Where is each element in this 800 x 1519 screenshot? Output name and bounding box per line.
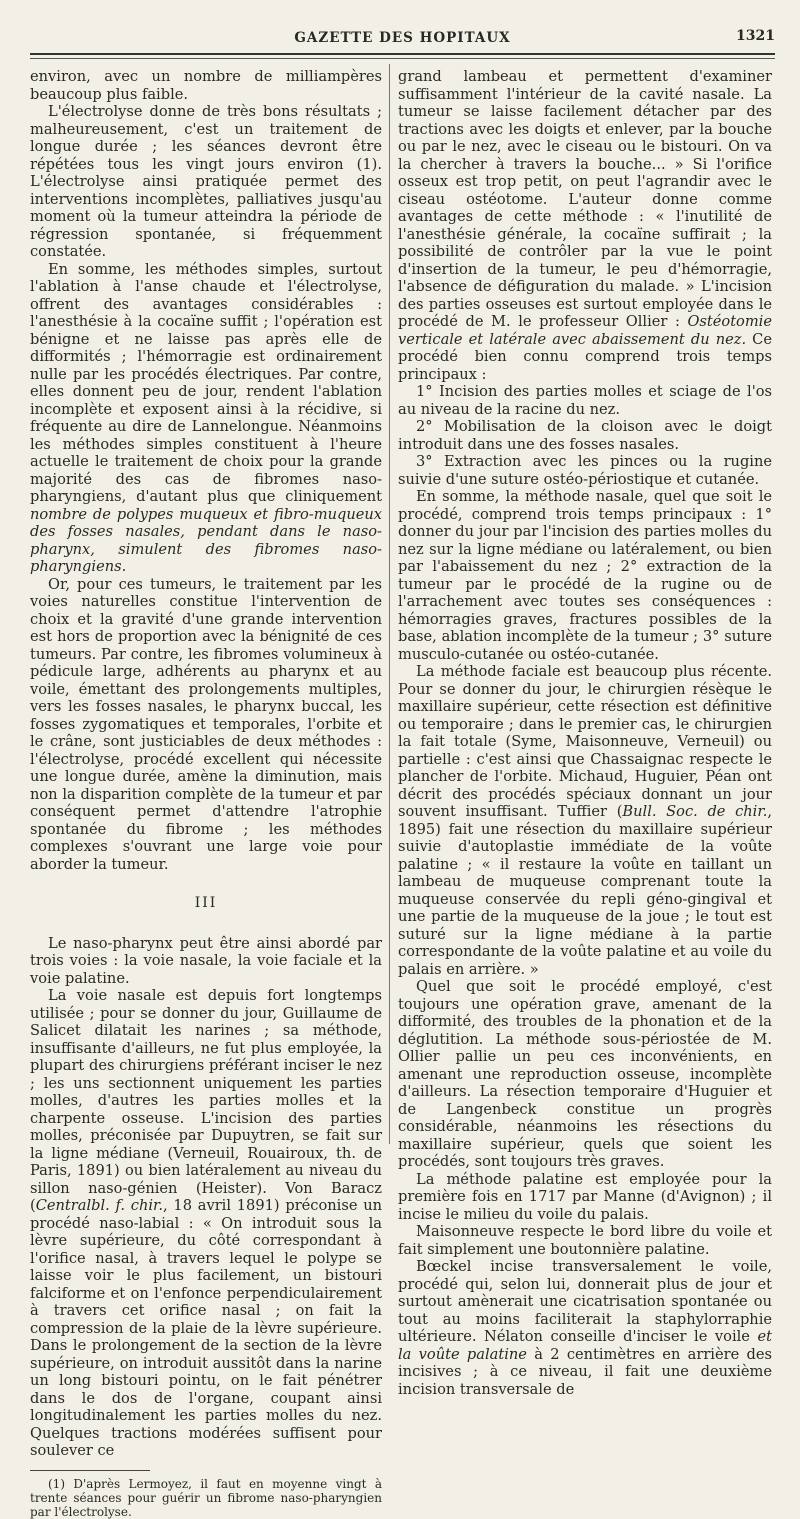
paragraph: Or, pour ces tumeurs, le traitement par les voies naturelles constitue l'intervention de choix et la gravité d'une grande intervention est hors de proportion avec la bénignité de ces tumeurs. Par contre, les fibromes volumineux à pédicule large, adhérents au pharynx et au voile, émettant des prolongements multiples, vers les fosses nasales, le pharynx buccal, les fosses zygomatiques et temporales, l'orbite et le crâne, sont justiciables de deux méthodes : l'électrolyse, procédé excellent qui nécessite une longue durée, amène la diminution, mais non la disparition complète de la tumeur et par conséquent permet d'attendre l'atrophie spontanée du fibrome ; les méthodes complexes s'ouvrant une large voie pour aborder la tumeur. xyxy=(30,575,382,873)
header-rule xyxy=(30,53,775,55)
italic-text: nombre de polypes muqueux et fibro-muqueux des fosses nasales, pendant dans le naso-pharynx, simulent des fibromes naso-pharyngiens. xyxy=(30,505,382,575)
page-header xyxy=(30,26,775,50)
paragraph: En somme, la méthode nasale, quel que soit le procédé, comprend trois temps principaux : 1° donner du jour par l'incision des parties molles du nez sur la ligne médiane ou latéralement, ou bien par l'abaissement du nez ; 2° extraction de la tumeur par le procédé de la rugine ou de l'arrachement avec toutes ses conséquences : hémorragies graves, fractures possibles de la base, ablation incomplète de la tumeur ; 3° suture musculo-cutanée ou ostéo-cutanée. xyxy=(398,488,772,663)
footnote: (1) D'après Lermoyez, il faut en moyenne vingt à trente séances pour guérir un fibrome naso-pharyngien par l'électrolyse. xyxy=(30,1476,382,1519)
text-run: , 18 avril 1891) préconise un procédé naso-labial : « On introduit sous la lèvre supérieure, du côté correspondant à l'orifice nasal, à travers lequel le polype se laisse voir le plus facilement, un bistouri falciforme et on l'enfonce perpendiculairement à travers cet orifice nasal ; on fait la compression de la plaie de la lèvre supérieure. Dans le prolongement de la section de la lèvre supérieure, on introduit aussitôt dans la narine un long bistouri pointu, on le fait pénétrer dans le dos de l'organe, coupant ainsi longitudinalement les parties molles du nez. Quelques tractions modérées suffisent pour soulever ce xyxy=(30,1197,383,1459)
section-heading: III xyxy=(194,895,218,911)
paragraph: Quel que soit le procédé employé, c'est toujours une opération grave, amenant de la difformité, des troubles de la phonation et de la déglutition. La méthode sous-périostée de M. Ollier pallie un peu ces inconvénients, en amenant une reproduction osseuse, incomplète d'ailleurs. La résection temporaire d'Huguier et de Langenbeck constitue un progrès considérable, néanmoins les résections du maxillaire supérieur, quels que soient les procédés, sont toujours très graves. xyxy=(398,978,772,1170)
paragraph: Maisonneuve respecte le bord libre du voile et fait simplement une boutonnière palatine. xyxy=(398,1223,772,1258)
italic-text: Ostéotomie verticale et latérale avec abaissement du nez. xyxy=(398,313,772,348)
footnote-rule xyxy=(30,1470,150,1471)
paragraph: La méthode palatine est employée pour la première fois en 1717 par Manne (d'Avignon) ; il incise le milieu du voile du palais. xyxy=(398,1170,772,1223)
text-run: En somme, les méthodes simples, surtout l'ablation à l'anse chaude et l'électrolyse, offrent des avantages considérables : l'anesthésie à la cocaïne suffit ; l'opération est bénigne et ne laisse pas après elle de difformités ; l'hémorragie est ordinairement nulle par les procédés électriques. Par contre, elles donnent peu de jour, rendent l'ablation incomplète et exposent ainsi à la récidive, si fréquente au dire de Lannelongue. Néanmoins les méthodes simples constituent à l'heure actuelle le traitement de choix pour la grande majorité des cas de fibromes naso-pharyngiens, d'autant plus que cliniquement xyxy=(30,260,382,505)
paragraph: 2° Mobilisation de la cloison avec le doigt introduit dans une des fosses nasales. xyxy=(398,418,772,453)
italic-text: et la voûte palatine xyxy=(398,1328,772,1363)
paragraph: 3° Extraction avec les pinces ou la rugine suivie d'une suture ostéo-périostique et cutanée. xyxy=(398,453,772,488)
paragraph: 1° Incision des parties molles et sciage de l'os au niveau de la racine du nez. xyxy=(398,383,772,418)
right-column xyxy=(398,68,772,1398)
header-rule-thin xyxy=(30,58,775,59)
paragraph xyxy=(398,1258,772,1398)
text-run: à 2 centimètres en arrière des incisives ; à ce niveau, il fait une deuxième incision transversale de xyxy=(398,1345,773,1398)
paragraph xyxy=(30,261,382,576)
left-column xyxy=(30,68,382,1519)
journal-title: GAZETTE DES HOPITAUX xyxy=(294,30,511,46)
citation: Centralbl. f. chir. xyxy=(35,1197,164,1214)
paragraph xyxy=(30,987,382,1460)
text-run: La voie nasale est depuis fort longtemps utilisée ; pour se donner du jour, Guillaume de Salicet dilatait les narines ; sa méthode, insuffisante d'ailleurs, ne fut plus employée, la plupart des chirurgiens préférant inciser le nez ; les uns sectionnent uniquement les parties molles, d'autres les parties molles et la charpente osseuse. L'incision des parties molles, préconisée par Dupuytren, se fait sur la ligne médiane (Verneuil, Rouairoux, th. de Paris, 1891) ou bien latéralement au niveau du sillon naso-génien (Heister). Von Baracz ( xyxy=(30,987,382,1214)
paragraph: environ, avec un nombre de milliampères beaucoup plus faible. xyxy=(30,68,382,103)
paragraph: L'électrolyse donne de très bons résultats ; malheureusement, c'est un traitement de longue durée ; les séances devront être répétées tous les vingt jours environ (1). L'électrolyse ainsi pratiquée permet des interventions incomplètes, palliatives jusqu'au moment où la tumeur atteindra la période de régression spontanée, si fréquemment constatée. xyxy=(30,103,382,260)
page-number: 1321 xyxy=(736,28,775,44)
text-run: grand lambeau et permettent d'examiner suffisamment l'intérieur de la cavité nasale. La tumeur se laisse facilement détacher par des tractions avec les doigts et enlever, par la bouche ou par le nez, avec le ciseau ou le bistouri. On va la chercher à travers la bouche... » Si l'orifice osseux est trop petit, on peut l'agrandir avec le ciseau ostéotome. L'auteur donne comme avantages de cette méthode : « l'inutilité de l'anesthésie générale, la cocaïne suffirait ; la possibilité de contrôler par la vue le point d'insertion de la tumeur, le peu d'hémorragie, l'absence de défiguration du malade. » L'incision des parties osseuses est surtout employée dans le procédé de M. le professeur Ollier : xyxy=(398,68,772,330)
text-run: Ce procédé bien connu comprend trois temps principaux : xyxy=(398,330,772,383)
paragraph xyxy=(398,68,772,383)
text-run: La méthode faciale est beaucoup plus récente. Pour se donner du jour, le chirurgien résèque le maxillaire supérieur, cette résection est définitive ou temporaire ; dans le premier cas, le chirurgien la fait totale (Syme, Maisonneuve, Verneuil) ou partielle : c'est ainsi que Chassaignac respecte le plancher de l'orbite. Michaud, Huguier, Péan ont décrit des procédés spéciaux donnant un jour souvent insuffisant. Tuffier ( xyxy=(398,663,772,820)
text-run: Bœckel incise transversalement le voile, procédé qui, selon lui, donnerait plus de jour et surtout amènerait une cicatrisation spontanée ou tout au moins faciliterait la staphylorraphie ultérieure. Nélaton conseille d'inciser le voile xyxy=(398,1258,772,1345)
paragraph: Le naso-pharynx peut être ainsi abordé par trois voies : la voie nasale, la voie faciale et la voie palatine. xyxy=(30,934,382,987)
paragraph xyxy=(398,663,772,978)
citation: Bull. Soc. de chir. xyxy=(622,803,768,820)
text-run: , 1895) fait une résection du maxillaire supérieur suivie d'autoplastie immédiate de la voûte palatine ; « il restaure la voûte en taillant un lambeau de muqueuse comprenant toute la muqueuse conservée du repli géno-gingival et une partie de la muqueuse de la joue ; le tout est suturé sur la ligne médiane à la partie correspondante de la voûte palatine et au voile du palais en arrière. » xyxy=(398,803,772,978)
column-divider xyxy=(389,64,390,1144)
